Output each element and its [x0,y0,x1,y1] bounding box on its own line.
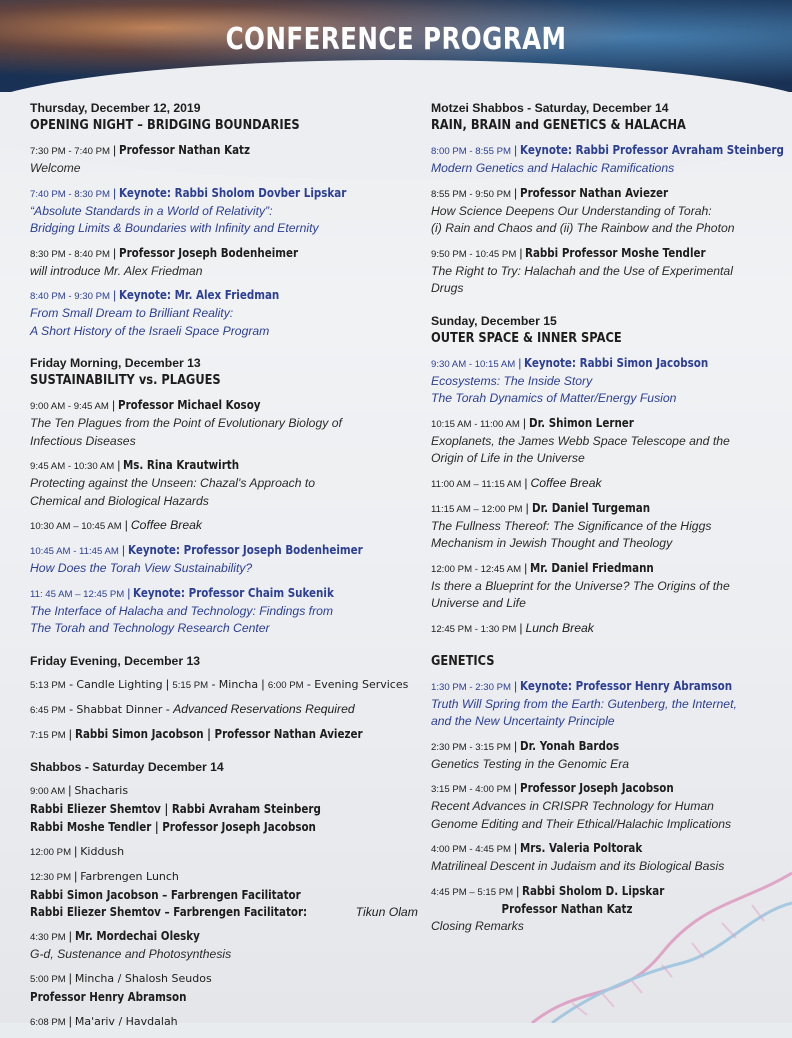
break-label: Lunch Break [525,620,594,635]
event-label: Candle Lighting [76,677,163,691]
talk-title: The Fullness Thereof: The Significance of the Higgs [431,518,712,533]
talk-title: Tikun Olam [355,904,418,919]
speaker-name: Keynote: Rabbi Sholom Dovber Lipskar [119,185,347,200]
event-note: Advanced Reservations Required [173,701,355,716]
program-item: 2:30 PM - 3:15 PM | Dr. Yonah Bardos Genetics Testing in the Genomic Era [431,738,776,774]
program-item: 8:30 PM - 8:40 PM | Professor Joseph Bodenheimer will introduce Mr. Alex Friedman [30,245,395,281]
talk-title: (i) Rain and Chaos and (ii) The Rainbow and the Photon [431,221,735,235]
talk-title: Mechanism in Jewish Thought and Theology [431,536,673,550]
time-slot: 8:40 PM - 9:30 PM [30,291,110,302]
speaker-name: Professor Joseph Bodenheimer [119,245,299,260]
time-slot: 8:00 PM - 8:55 PM [431,146,511,157]
time-slot: 11:15 AM – 12:00 PM [431,503,523,515]
speaker-name: Rabbi Professor Moshe Tendler [525,245,707,260]
page-title: CONFERENCE PROGRAM [225,22,567,57]
talk-title: How Does the Torah View Sustainability? [30,561,253,575]
program-item: 3:15 PM - 4:00 PM | Professor Joseph Jacobson Recent Advances in CRISPR Technology for Human Genome Editing and Their Ethical/Halachic Implications [431,780,776,833]
program-item: 5:00 PM | Mincha / Shalosh Seudos Professor Henry Abramson [30,970,395,1006]
time-slot: 5:15 PM [172,679,209,691]
speaker-name: Mr. Daniel Friedmann [530,560,655,575]
speaker-name: Professor Henry Abramson [30,990,187,1004]
speaker-name: Professor Nathan Katz [501,901,633,916]
time-slot: 9:50 PM - 10:45 PM [431,248,517,260]
break-label: Coffee Break [130,518,203,532]
program-item: 8:40 PM - 9:30 PM | Keynote: Mr. Alex Friedman From Small Dream to Brilliant Reality: A Short History of the Israeli Space Program [30,287,395,340]
talk-title: Genetics Testing in the Genomic Era [431,756,630,771]
time-slot: 12:30 PM [30,871,72,883]
session-theme: OPENING NIGHT – BRIDGING BOUNDARIES [30,118,300,133]
speaker-name: Professor Michael Kosoy [118,398,261,412]
session-theme: RAIN, BRAIN and GENETICS & HALACHA [431,118,686,133]
time-slot: 4:45 PM – 5:15 PM [431,886,514,898]
talk-title: The Torah and Technology Research Center [30,621,270,635]
talk-title: Chemical and Biological Hazards [30,493,209,508]
speaker-name: Dr. Yonah Bardos [520,738,620,753]
event-label: Evening Services [314,677,409,691]
time-slot: 11:00 AM – 11:15 AM [431,478,522,490]
program-item: 6:45 PM - Shabbat Dinner - Advanced Reservations Required [30,701,355,716]
speaker-name: Keynote: Professor Chaim Sukenik [133,585,335,600]
time-slot: 9:30 AM - 10:15 AM [431,358,516,370]
program-item: 9:50 PM - 10:45 PM | Rabbi Professor Moshe Tendler The Right to Try: Halachah and the Use of Experimental Drugs [431,245,776,298]
day-heading: Motzei Shabbos - Saturday, December 14 [431,101,669,115]
break-label: Coffee Break [530,475,602,490]
time-slot: 9:00 AM - 9:45 AM [30,401,109,412]
time-slot: 10:15 AM - 11:00 AM [431,418,520,430]
speaker-name: Keynote: Mr. Alex Friedman [119,288,280,302]
time-slot: 8:30 PM - 8:40 PM [30,248,110,260]
talk-title: The Torah Dynamics of Matter/Energy Fusion [431,391,677,405]
talk-title: The Interface of Halacha and Technology: Findings from [30,603,334,618]
talk-title: A Short History of the Israeli Space Program [30,323,270,338]
talk-title: Is there a Blueprint for the Universe? The Origins of the [431,578,730,593]
time-slot: 10:30 AM – 10:45 AM [30,521,122,532]
time-slot: 6:08 PM [30,1017,66,1028]
speaker-name: Mrs. Valeria Poltorak [520,841,643,855]
time-slot: 8:55 PM - 9:50 PM [431,188,511,200]
day-heading: Friday Morning, December 13 [30,356,201,370]
event-label: Mincha [218,677,259,691]
talk-title: Universe and Life [431,596,526,610]
time-slot: 9:45 AM - 10:30 AM [30,461,115,472]
time-slot: 4:30 PM [30,931,66,943]
program-item: 9:00 AM - 9:45 AM | Professor Michael Kosoy The Ten Plagues from the Point of Evolutionary Biology of Infectious Diseases [30,397,395,450]
talk-title: Bridging Limits & Boundaries with Infinity and Eternity [30,221,319,235]
talk-title: Modern Genetics and Halachic Ramifications [431,161,675,175]
talk-title: The Right to Try: Halachah and the Use of Experimental [431,263,733,278]
program-item: 5:13 PM - Candle Lighting | 5:15 PM - Mincha | 6:00 PM - Evening Services [30,676,409,691]
program-item: 12:45 PM - 1:30 PM | Lunch Break [431,620,594,635]
time-slot: 11: 45 AM – 12:45 PM [30,588,125,600]
speaker-name: Rabbi Sholom D. Lipskar [522,883,665,898]
speaker-name: Rabbi Simon Jacobson | Professor Nathan Aviezer [74,726,363,741]
program-item: 4:45 PM – 5:15 PM | Rabbi Sholom D. Lipskar Professor Nathan Katz Closing Remarks [431,883,776,936]
program-item: 8:00 PM - 8:55 PM | Keynote: Rabbi Professor Avraham Steinberg Modern Genetics and Halachic Ramifications [431,142,776,178]
speaker-name: Rabbi Eliezer Shemtov | Rabbi Avraham Steinberg [30,801,321,816]
speaker-name: Mr. Mordechai Olesky [74,928,200,943]
talk-title: Infectious Diseases [30,433,136,448]
speaker-name: Keynote: Rabbi Simon Jacobson [524,355,709,370]
talk-title: Genome Editing and Their Ethical/Halachic Implications [431,816,732,831]
talk-title: Drugs [431,281,464,295]
program-item: 7:40 PM - 8:30 PM | Keynote: Rabbi Sholom Dovber Lipskar “Absolute Standards in a World of Relativity”: Bridging Limits & Boundaries with Infinity and Eternity [30,185,395,238]
time-slot: 12:45 PM - 1:30 PM [431,623,517,635]
speaker-name: Dr. Shimon Lerner [529,415,634,430]
talk-title: How Science Deepens Our Understanding of Torah: [431,203,712,218]
speaker-name: Professor Joseph Jacobson [520,781,674,795]
time-slot: 7:15 PM [30,729,66,741]
speaker-name: Professor Nathan Aviezer [520,185,669,200]
program-item: 9:30 AM - 10:15 AM | Keynote: Rabbi Simon Jacobson Ecosystems: The Inside Story The Torah Dynamics of Matter/Energy Fusion [431,355,776,408]
program-item: 6:08 PM | Ma'ariv / Havdalah [30,1014,178,1028]
program-item: 7:30 PM - 7:40 PM | Professor Nathan Katz Welcome [30,142,395,178]
program-item: 11: 45 AM – 12:45 PM | Keynote: Professor Chaim Sukenik The Interface of Halacha and Technology: Findings from The Torah and Technology Research Center [30,585,395,638]
talk-title: Origin of Life in the Universe [431,451,585,465]
time-slot: 5:00 PM [30,974,66,985]
session-theme: GENETICS [431,653,495,669]
program-item: 4:30 PM | Mr. Mordechai Olesky G-d, Sustenance and Photosynthesis [30,928,395,964]
program-item: 9:00 AM | Shacharis Rabbi Eliezer Shemtov | Rabbi Avraham Steinberg Rabbi Moshe Tendler | Professor Joseph Jacobson [30,782,395,836]
speaker-name: Rabbi Eliezer Shemtov – Farbrengen Facilitator: [30,904,308,919]
program-item: 12:30 PM | Farbrengen Lunch Rabbi Simon Jacobson – Farbrengen Facilitator Rabbi Eliezer Shemtov – Farbrengen Facilitator: Tikun Olam [30,868,418,919]
time-slot: 2:30 PM - 3:15 PM [431,741,511,753]
time-slot: 6:00 PM [267,679,304,691]
speaker-name: Keynote: Professor Henry Abramson [520,678,733,693]
session-theme: OUTER SPACE & INNER SPACE [431,330,622,346]
time-slot: 6:45 PM [30,704,66,716]
talk-title: Ecosystems: The Inside Story [431,373,593,388]
talk-title: G-d, Sustenance and Photosynthesis [30,946,232,961]
program-item: 11:15 AM – 12:00 PM | Dr. Daniel Turgeman The Fullness Thereof: The Significance of the Higgs Mechanism in Jewish Thought and Theology [431,500,776,553]
speaker-name: Keynote: Professor Joseph Bodenheimer [128,543,363,557]
left-column [30,100,418,1038]
talk-title: Closing Remarks [431,918,524,933]
time-slot: 4:00 PM - 4:45 PM [431,844,511,855]
talk-title: From Small Dream to Brilliant Reality: [30,306,234,320]
event-label: Mincha / Shalosh Seudos [74,972,212,985]
event-label: Kiddush [80,844,125,858]
session-theme: SUSTAINABILITY vs. PLAGUES [30,373,221,388]
program-item: 12:00 PM | Kiddush [30,843,125,858]
time-slot: 5:13 PM [30,679,66,691]
speaker-name: Rabbi Simon Jacobson – Farbrengen Facilitator [30,887,301,902]
program-item: 9:45 AM - 10:30 AM | Ms. Rina Krautwirth Protecting against the Unseen: Chazal's Approach to Chemical and Biological Hazards [30,457,395,510]
program-item: 4:00 PM - 4:45 PM | Mrs. Valeria Poltorak Matrilineal Descent in Judaism and its Biological Basis [431,840,776,876]
program-item: 8:55 PM - 9:50 PM | Professor Nathan Aviezer How Science Deepens Our Understanding of Torah: (i) Rain and Chaos and (ii) The Rainbow and the Photon [431,185,776,238]
talk-title: Matrilineal Descent in Judaism and its Biological Basis [431,859,725,873]
talk-title: will introduce Mr. Alex Friedman [30,263,203,278]
talk-title: Protecting against the Unseen: Chazal's Approach to [30,476,316,490]
event-label: Farbrengen Lunch [80,869,179,883]
time-slot: 12:00 PM - 12:45 AM [431,563,522,575]
speaker-name: Ms. Rina Krautwirth [123,458,240,472]
time-slot: 7:30 PM - 7:40 PM [30,146,110,157]
event-label: Shabbat Dinner [76,702,163,716]
time-slot: 3:15 PM - 4:00 PM [431,784,511,795]
program-item: 11:00 AM – 11:15 AM | Coffee Break [431,475,602,490]
talk-title: Recent Advances in CRISPR Technology for Human [431,799,714,813]
dna-helix-illustration [492,793,792,1023]
time-slot: 12:00 PM [30,846,72,858]
time-slot: 10:45 AM - 11:45 AM [30,546,119,557]
program-item: 12:00 PM - 12:45 AM | Mr. Daniel Friedmann Is there a Blueprint for the Universe? The Origins of the Universe and Life [431,560,776,613]
day-heading: Friday Evening, December 13 [30,653,201,668]
talk-title: and the New Uncertainty Principle [431,714,615,728]
program-item: 10:15 AM - 11:00 AM | Dr. Shimon Lerner Exoplanets, the James Webb Space Telescope and the Origin of Life in the Universe [431,415,776,468]
day-heading: Thursday, December 12, 2019 [30,101,201,115]
talk-title: “Absolute Standards in a World of Relativity”: [30,203,273,218]
speaker-name: Keynote: Rabbi Professor Avraham Steinberg [520,143,785,157]
program-item: 10:45 AM - 11:45 AM | Keynote: Professor Joseph Bodenheimer How Does the Torah View Sustainability? [30,542,395,578]
day-heading: Sunday, December 15 [431,313,557,328]
program-item: 7:15 PM | Rabbi Simon Jacobson | Professor Nathan Aviezer [30,726,363,741]
speaker-name: Dr. Daniel Turgeman [531,500,650,515]
talk-title: Truth Will Spring from the Earth: Gutenberg, the Internet, [431,696,737,711]
time-slot: 9:00 AM [30,785,66,797]
day-heading: Shabbos - Saturday December 14 [30,759,224,774]
event-label: Ma'ariv / Havdalah [74,1015,178,1028]
program-item: 10:30 AM – 10:45 AM | Coffee Break [30,518,203,532]
talk-title: Exoplanets, the James Webb Space Telescope and the [431,433,730,448]
speaker-name: Professor Nathan Katz [119,143,251,157]
program-item: 1:30 PM - 2:30 PM | Keynote: Professor Henry Abramson Truth Will Spring from the Earth: Gutenberg, the Internet, and the New Uncertainty Principle [431,678,776,731]
time-slot: 1:30 PM - 2:30 PM [431,681,511,693]
time-slot: 7:40 PM - 8:30 PM [30,188,110,200]
speaker-name: Rabbi Moshe Tendler | Professor Joseph Jacobson [30,819,316,834]
talk-title: The Ten Plagues from the Point of Evolutionary Biology of [30,416,342,430]
talk-title: Welcome [30,161,81,175]
event-label: Shacharis [74,783,129,797]
